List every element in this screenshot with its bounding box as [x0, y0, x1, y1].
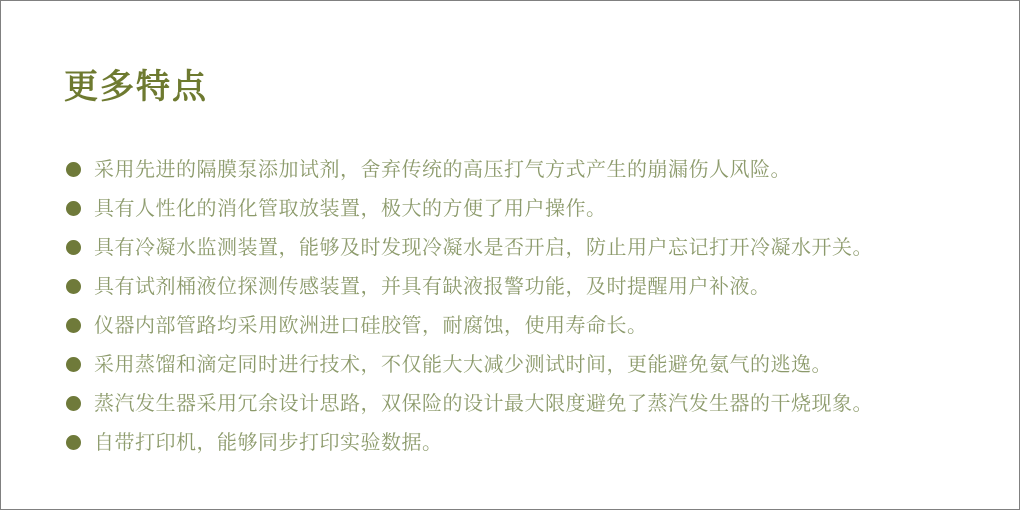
- feature-item: [66, 430, 966, 469]
- feature-text: 具有人性化的消化管取放装置，极大的方便了用户操作。: [94, 198, 607, 220]
- feature-text: 蒸汽发生器采用冗余设计思路，双保险的设计最大限度避免了蒸汽发生器的干烧现象。: [94, 393, 873, 415]
- feature-text: 采用先进的隔膜泵添加试剂，舍弃传统的高压打气方式产生的崩漏伤人风险。: [94, 159, 791, 181]
- bullet-dot-icon: [66, 396, 81, 411]
- feature-item: [66, 313, 966, 352]
- bullet-dot-icon: [66, 201, 81, 216]
- feature-text: 采用蒸馏和滴定同时进行技术，不仅能大大减少测试时间，更能避免氨气的逃逸。: [94, 354, 832, 376]
- feature-text: 具有试剂桶液位探测传感装置，并具有缺液报警功能，及时提醒用户补液。: [94, 276, 771, 298]
- bullet-dot-icon: [66, 279, 81, 294]
- feature-item: [66, 274, 966, 313]
- feature-item: [66, 235, 966, 274]
- feature-item: [66, 391, 966, 430]
- feature-item: [66, 352, 966, 391]
- bullet-dot-icon: [66, 240, 81, 255]
- feature-item: [66, 157, 966, 196]
- bullet-dot-icon: [66, 357, 81, 372]
- bullet-dot-icon: [66, 435, 81, 450]
- feature-text: 具有冷凝水监测装置，能够及时发现冷凝水是否开启，防止用户忘记打开冷凝水开关。: [94, 237, 873, 259]
- feature-item: [66, 196, 966, 235]
- bullet-dot-icon: [66, 162, 81, 177]
- feature-list: [66, 157, 966, 469]
- feature-text: 仪器内部管路均采用欧洲进口硅胶管，耐腐蚀，使用寿命长。: [94, 315, 648, 337]
- feature-text: 自带打印机，能够同步打印实验数据。: [94, 432, 443, 454]
- bullet-dot-icon: [66, 318, 81, 333]
- page-title: 更多特点: [64, 68, 208, 106]
